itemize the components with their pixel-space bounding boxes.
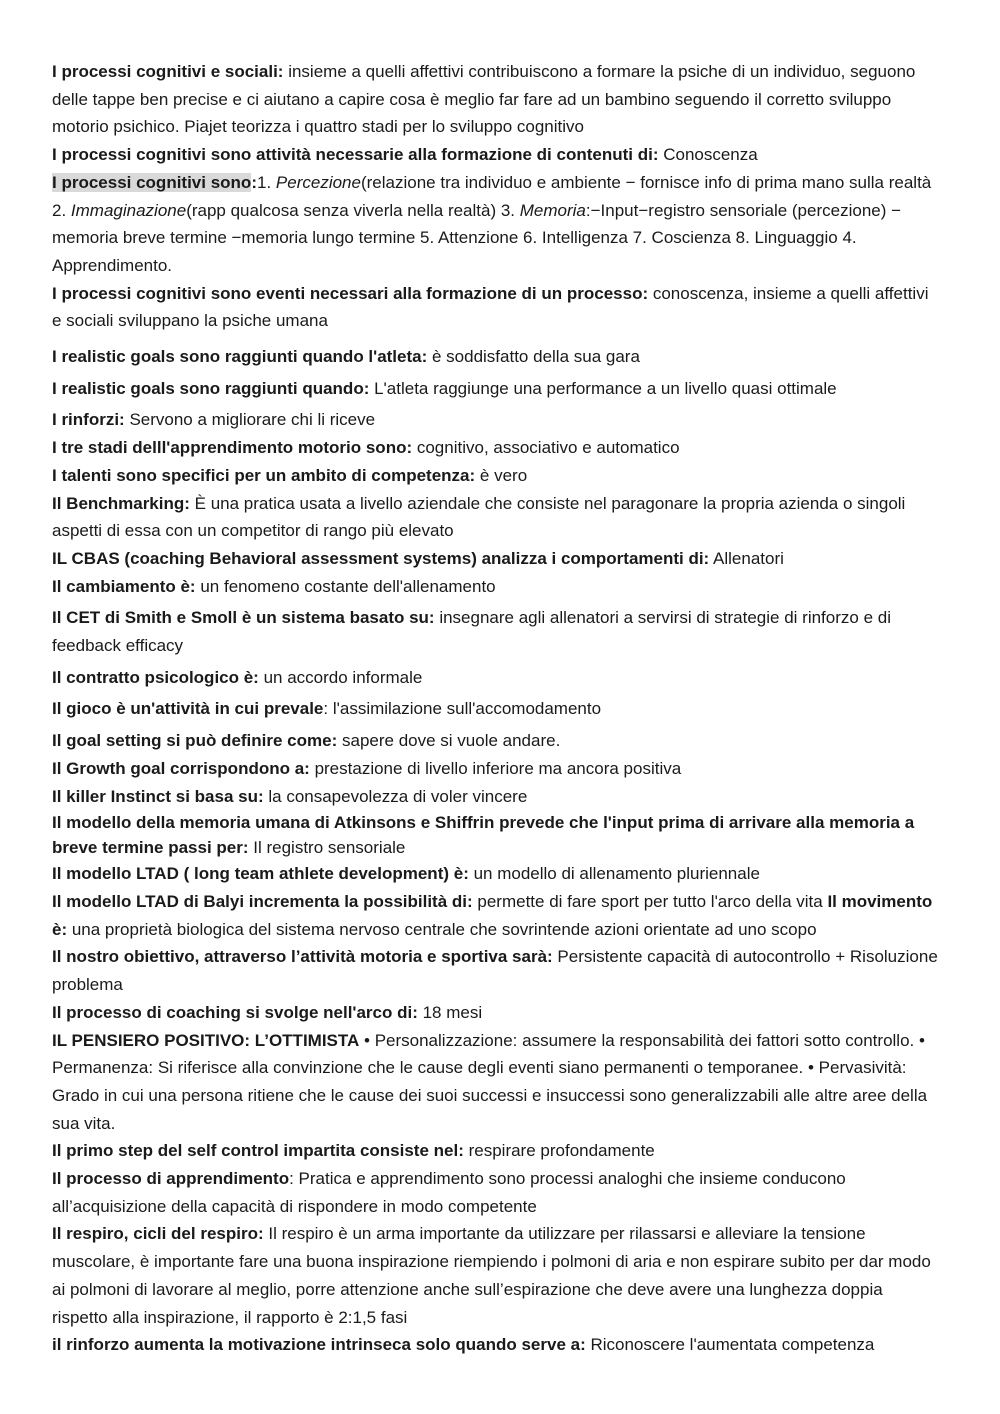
answer: è vero — [475, 465, 528, 485]
question: Il modello della memoria umana di Atkinsons e Shiffrin prevede che l'input prima di arrivare alla memoria a breve termine passi per: — [52, 813, 915, 858]
entry-cet — [52, 604, 938, 659]
answer: un fenomeno costante dell'allenamento — [195, 576, 496, 596]
entry-growth-goal — [52, 755, 938, 783]
answer: cognitivo, associativo e automatico — [412, 438, 680, 458]
question: IL CBAS (coaching Behavioral assessment systems) analizza i comportamenti di: — [52, 548, 710, 568]
entry-talenti — [52, 462, 938, 490]
answer: conoscenza, insieme a quelli affettivi e sociali sviluppano la psiche umana — [52, 283, 929, 331]
question: Il Growth goal corrispondono a: — [52, 758, 310, 778]
question: I processi cognitivi sono attività necessarie alla formazione di contenuti di: — [52, 145, 659, 165]
answer: L'atleta raggiunge una performance a un livello quasi ottimale — [369, 378, 837, 398]
question: Il nostro obiettivo, attraverso l’attività motoria e sportiva sarà: — [52, 947, 553, 967]
answer: Persistente capacità di autocontrollo + Risoluzione problema — [52, 947, 938, 995]
entry-nostro-obiettivo — [52, 943, 938, 998]
entry-respiro — [52, 1220, 938, 1331]
answer: Allenatori — [709, 548, 784, 568]
answer-part: :−Input−registro sensoriale (percezione) − memoria breve termine −memoria lungo termine 5. Attenzione 6. Intelligenza 7. Coscienza 8. Linguaggio 4. Apprendimento. — [52, 200, 902, 275]
question: Il modello LTAD ( long team athlete development) è: — [52, 864, 469, 884]
answer: 18 mesi — [417, 1002, 483, 1022]
entry-realistic-goals-atleta — [52, 343, 938, 371]
answer: Il registro sensoriale — [248, 838, 406, 858]
entry-benchmarking — [52, 490, 938, 545]
answer: • Personalizzazione: assumere la responsabilità dei fattori sotto controllo. • Permanenza: Si riferisce alla convinzione che le cause degli eventi siano permanenti o temporanee. • Pervasività: Grado in cui una persona ritiene che le cause dei suoi successi e insuccessi sono generalizzabili alle altre aree della sua vita. — [52, 1030, 928, 1133]
question: Il CET di Smith e Smoll è un sistema basato su: — [52, 608, 435, 628]
answer-part: (relazione tra individuo e ambiente − fornisce info di prima mano sulla realtà 2. — [52, 172, 932, 220]
question: Il processo di apprendimento — [52, 1169, 290, 1189]
question: I rinforzi: — [52, 410, 125, 430]
answer: insegnare agli allenatori a servirsi di strategie di rinforzo e di feedback efficacy — [52, 608, 891, 656]
entry-gioco — [52, 695, 938, 723]
question: I realistic goals sono raggiunti quando: — [52, 378, 370, 398]
question: I processi cognitivi sono eventi necessari alla formazione di un processo: — [52, 283, 649, 303]
answer-part: (rapp qualcosa senza viverla nella realtà) 3. — [186, 200, 520, 220]
answer: Il respiro è un arma importante da utilizzare per rilassarsi e alleviare la tensione muscolare, è importante fare una buona inspirazione riempiendo i polmoni di aria e non espirare subito per dar modo ai polmoni di lavorare al meglio, porre attenzione anche sull’espirazione che deve avere una lunghezza doppia rispetto alla inspirazione, il rapporto è 2:1,5 fasi — [52, 1224, 931, 1327]
question: I talenti sono specifici per un ambito di competenza: — [52, 465, 476, 485]
answer: : l'assimilazione sull'accomodamento — [323, 699, 602, 719]
question-highlighted: I processi cognitivi sono — [52, 172, 252, 192]
question: Il killer Instinct si basa su: — [52, 786, 264, 806]
question-colon: : — [251, 172, 257, 192]
entry-modello-memoria — [52, 810, 938, 860]
question: il rinforzo aumenta la motivazione intrinseca solo quando serve a: — [52, 1335, 586, 1355]
question: Il primo step del self control impartita consiste nel: — [52, 1141, 464, 1161]
entry-pensiero-positivo — [52, 1027, 938, 1138]
entry-goal-setting — [52, 727, 938, 755]
answer: Servono a migliorare chi li riceve — [124, 410, 376, 430]
question: Il contratto psicologico è: — [52, 667, 259, 687]
question: Il Benchmarking: — [52, 493, 190, 513]
answer-part: 1. — [257, 172, 276, 192]
entry-rinforzo-motivazione — [52, 1331, 938, 1359]
answer: È una pratica usata a livello aziendale che consiste nel paragonare la propria azienda o singoli aspetti di essa con un competitor di rango più elevato — [52, 493, 906, 541]
question: Il gioco è un'attività in cui prevale — [52, 699, 324, 719]
answer: Riconoscere l'aumentata competenza — [585, 1335, 875, 1355]
answer-term: Immaginazione — [70, 200, 187, 220]
question: Il respiro, cicli del respiro: — [52, 1224, 264, 1244]
question: I tre stadi delll'apprendimento motorio sono: — [52, 438, 413, 458]
answer: : Pratica e apprendimento sono processi analoghi che insieme conducono all’acquisizione della capacità di rispondere in modo competente — [52, 1169, 846, 1216]
question: I processi cognitivi e sociali: — [52, 62, 284, 81]
question: Il processo di coaching si svolge nell'arco di: — [52, 1002, 418, 1022]
answer-term: Memoria — [519, 200, 586, 220]
question: IL PENSIERO POSITIVO: L’OTTIMISTA — [52, 1030, 360, 1050]
answer: Conoscenza — [658, 145, 758, 165]
question: Il movimento è: — [52, 891, 933, 939]
entry-rinforzi — [52, 406, 938, 434]
entry-attivita-necessarie — [52, 141, 938, 169]
answer: prestazione di livello inferiore ma ancora positiva — [309, 758, 682, 778]
entry-cbas — [52, 545, 938, 573]
entry-processo-coaching — [52, 999, 938, 1027]
entry-contratto-psicologico — [52, 664, 938, 692]
question: Il cambiamento è: — [52, 576, 196, 596]
entry-ltad — [52, 860, 938, 888]
answer: permette di fare sport per tutto l'arco della vita — [472, 891, 828, 911]
entry-tre-stadi — [52, 434, 938, 462]
answer: sapere dove si vuole andare. — [337, 731, 561, 751]
answer: respirare profondamente — [463, 1141, 655, 1161]
entry-cambiamento — [52, 573, 938, 601]
answer-term: Percezione — [275, 172, 361, 192]
answer: una proprietà biologica del sistema nervoso centrale che sovrintende azioni orientate ad uno scopo — [67, 919, 817, 939]
entry-killer-instinct — [52, 783, 938, 811]
entry-processi-cognitivi-sono — [52, 169, 938, 280]
entry-processi-cognitivi-sociali — [52, 58, 938, 141]
entry-eventi-necessari — [52, 280, 938, 335]
answer: è soddisfatto della sua gara — [427, 347, 640, 367]
entry-ltad-balyi — [52, 888, 938, 943]
answer: insieme a quelli affettivi contribuiscono a formare la psiche di un individuo, seguono delle tappe ben precise e ci aiutano a capire cosa è meglio far fare ad un bambino seguendo il corretto sviluppo motorio psichico. Piajet teorizza i quattro stadi per lo sviluppo cognitivo — [52, 62, 916, 137]
question: Il goal setting si può definire come: — [52, 731, 338, 751]
question: Il modello LTAD di Balyi incrementa la possibilità di: — [52, 891, 473, 911]
answer: la consapevolezza di voler vincere — [263, 786, 528, 806]
entry-realistic-goals-quando — [52, 375, 938, 403]
entry-self-control — [52, 1137, 938, 1165]
answer: un modello di allenamento pluriennale — [468, 864, 760, 884]
answer: un accordo informale — [258, 667, 423, 687]
question: I realistic goals sono raggiunti quando l'atleta: — [52, 347, 428, 367]
entry-processo-apprendimento — [52, 1165, 938, 1220]
